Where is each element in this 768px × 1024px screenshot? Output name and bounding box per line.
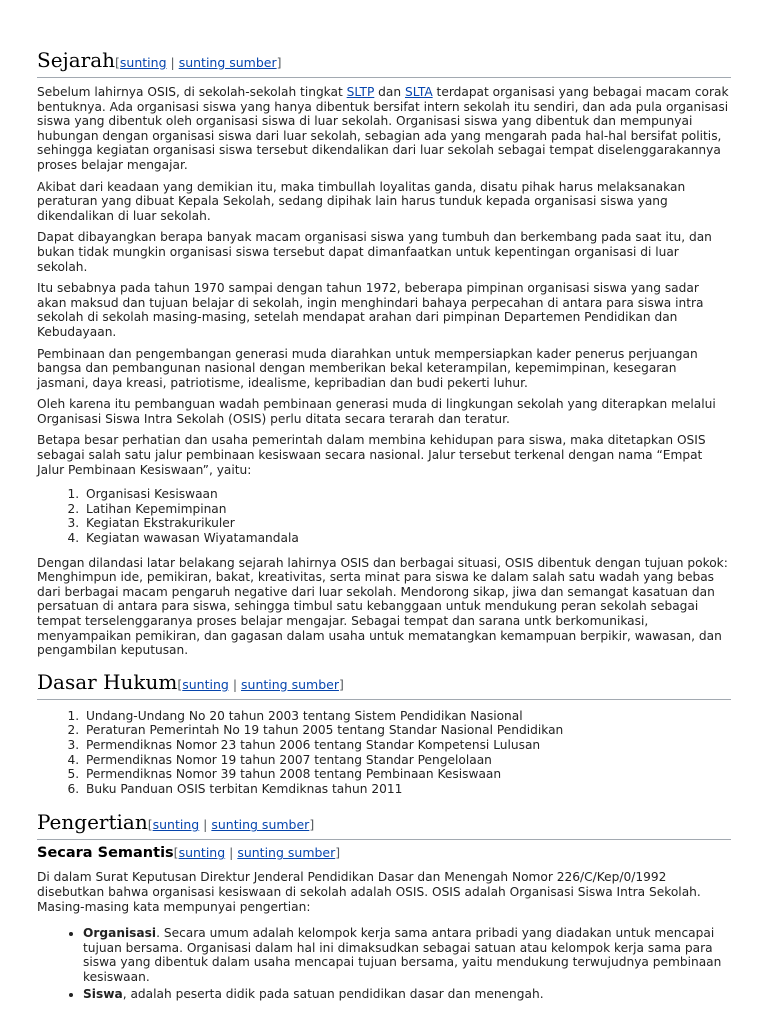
term: Siswa (83, 986, 123, 1001)
list-item: • Organisasi. Secara umum adalah kelompok kerja sama antara pribadi yang diadakan untuk mencapai tujuan bersama. Organisasi dalam hal ini dimaksudkan sebagai satuan atau kelompok kerja sama para siswa yang dibentuk dalam usaha mencapai tujuan bersama, yaitu mendukung terwujudnya pembinaan kesiswaan. (83, 926, 731, 984)
heading-text: Dasar Hukum (37, 669, 178, 694)
heading-text: Secara Semantis (37, 845, 174, 862)
edit-link[interactable]: sunting (178, 845, 226, 861)
list-item: 1. Undang-Undang No 20 tahun 2003 tentang Sistem Pendidikan Nasional (83, 709, 731, 724)
list-item: 2. Peraturan Pemerintah No 19 tahun 2005 tentang Standar Nasional Pendidikan (83, 723, 731, 738)
list-item: 5. Permendiknas Nomor 39 tahun 2008 tentang Pembinaan Kesiswaan (83, 767, 731, 782)
list-item: 4. Permendiknas Nomor 19 tahun 2007 tentang Standar Pengelolaan (83, 753, 731, 768)
link-sltp[interactable]: SLTP (346, 85, 375, 99)
paragraph: Betapa besar perhatian dan usaha pemerintah dalam membina kehidupan para siswa, maka ditetapkan OSIS sebagai salah satu jalur pembinaan kesiswaan secara nasional. Jalur tersebut terkenal dengan nama “Empat Jalur Pembinaan Kesiswaan”, yaitu: (37, 433, 706, 477)
edit-links: [sunting | sunting sumber] (147, 817, 315, 833)
edit-links: [sunting | sunting sumber] (115, 55, 282, 70)
list-item: 2. Latihan Kepemimpinan (83, 502, 731, 517)
paragraph: Sebelum lahirnya OSIS, di sekolah-sekolah tingkat SLTP dan SLTA terdapat organisasi yang bebagai macam corak bentuknya. Ada organisasi siswa yang hanya dibentuk bersifat intern sekolah itu sendiri, dan ada pula organisasi siswa yang dibentuk oleh organisasi siswa di luar sekolah. Organisasi siswa yang dibentuk dan mempunyai hubungan dengan organisasi siswa dari luar sekolah, sebagian ada yang mengarah pada hal-hal bersifat politis, sehingga kegiatan organisasi siswa tersebut dikendalikan dari luar sekolah sebagai tempat diselenggarakannya proses belajar mengajar. (37, 85, 729, 172)
edit-source-link[interactable]: sunting sumber (211, 817, 310, 833)
bullet-list-pengertian (37, 926, 731, 1001)
list-item: 6. Buku Panduan OSIS terbitan Kemdiknas tahun 2011 (83, 782, 731, 797)
section-heading-dasar-hukum (37, 670, 731, 700)
list-item: 4. Kegiatan wawasan Wiyatamandala (83, 531, 731, 546)
paragraph: Akibat dari keadaan yang demikian itu, maka timbullah loyalitas ganda, disatu pihak harus melaksanakan peraturan yang dibuat Kepala Sekolah, sedang dipihak lain harus tunduk kepada organisasi siswa yang dikendalikan di luar sekolah. (37, 179, 686, 223)
edit-source-link[interactable]: sunting sumber (178, 55, 277, 70)
heading-text: Pengertian (37, 810, 148, 835)
edit-links: [sunting | sunting sumber] (173, 845, 341, 861)
section-heading-pengertian (37, 810, 731, 840)
list-item: • Siswa, adalah peserta didik pada satuan pendidikan dasar dan menengah. (83, 987, 731, 1002)
edit-link[interactable]: sunting (152, 817, 200, 833)
heading-text: Sejarah (37, 48, 116, 72)
ordered-list-dasar-hukum (37, 709, 731, 797)
list-item: 3. Permendiknas Nomor 23 tahun 2006 tentang Standar Kompetensi Lulusan (83, 738, 731, 753)
paragraph: Oleh karena itu pembanguan wadah pembinaan generasi muda di lingkungan sekolah yang diterapkan melalui Organisasi Siswa Intra Sekolah (OSIS) perlu ditata secara terarah dan teratur. (37, 397, 716, 426)
section-heading-sejarah (37, 0, 731, 78)
list-item: 1. Organisasi Kesiswaan (83, 487, 731, 502)
paragraph: Pembinaan dan pengembangan generasi muda diarahkan untuk mempersiapkan kader penerus perjuangan bangsa dan pembangunan nasional dengan memberikan bekal keterampilan, kepemimpinan, kesegaran jasmani, daya kreasi, patriotisme, idealisme, kepribadian dan budi pekerti luhur. (37, 346, 698, 390)
edit-links: [sunting | sunting sumber] (177, 676, 344, 692)
paragraph: Dapat dibayangkan berapa banyak macam organisasi siswa yang tumbuh dan berkembang pada saat itu, dan bukan tidak mungkin organisasi siswa tersebut dapat dimanfaatkan untuk kepentingan organisasi di luar sekolah. (37, 230, 712, 274)
ordered-list-jalur (37, 487, 731, 545)
list-item: 3. Kegiatan Ekstrakurikuler (83, 516, 731, 531)
edit-link[interactable]: sunting (182, 676, 229, 692)
term: Organisasi (83, 926, 157, 941)
link-slta[interactable]: SLTA (404, 85, 433, 99)
paragraph: Itu sebabnya pada tahun 1970 sampai dengan tahun 1972, beberapa pimpinan organisasi siswa yang sadar akan maksud dan tujuan belajar di sekolah, ingin menghindari bahaya perpecahan di antara para siswa intra sekolah di sekolah masing-masing, setelah mendapat arahan dari pimpinan Departemen Pendidikan dan Kebudayaan. (37, 281, 704, 339)
paragraph: Di dalam Surat Keputusan Direktur Jenderal Pendidikan Dasar dan Menengah Nomor 226/C/Kep/0/1992 disebutkan bahwa organisasi kesiswaan di sekolah adalah OSIS. OSIS adalah Organisasi Siswa Intra Sekolah. Masing-masing kata mempunyai pengertian: (37, 870, 701, 914)
edit-source-link[interactable]: sunting sumber (241, 676, 339, 692)
paragraph: Dengan dilandasi latar belakang sejarah lahirnya OSIS dan berbagai situasi, OSIS dibentuk dengan tujuan pokok: Menghimpun ide, pemikiran, bakat, kreativitas, serta minat para siswa ke dalam salah satu wadah yang bebas dari berbagai macam pengaruh negative dari luar sekolah. Mendorong sikap, jiwa dan semangat kasatuan dan persatuan di antara para siswa, sehingga timbul satu kebanggaan untuk mendukung peran sekolah sebagai tempat terselenggaranya proses belajar mengajar. Sebagai tempat dan sarana untk berkomunikasi, menyampaikan pemikiran, dan gagasan dalam usaha untuk mematangkan kemampuan berpikir, wawasan, dan pengambilan keputusan. (37, 555, 728, 658)
edit-link[interactable]: sunting (119, 55, 167, 70)
subsection-heading-secara-semantis (37, 844, 731, 862)
edit-source-link[interactable]: sunting sumber (237, 845, 336, 861)
